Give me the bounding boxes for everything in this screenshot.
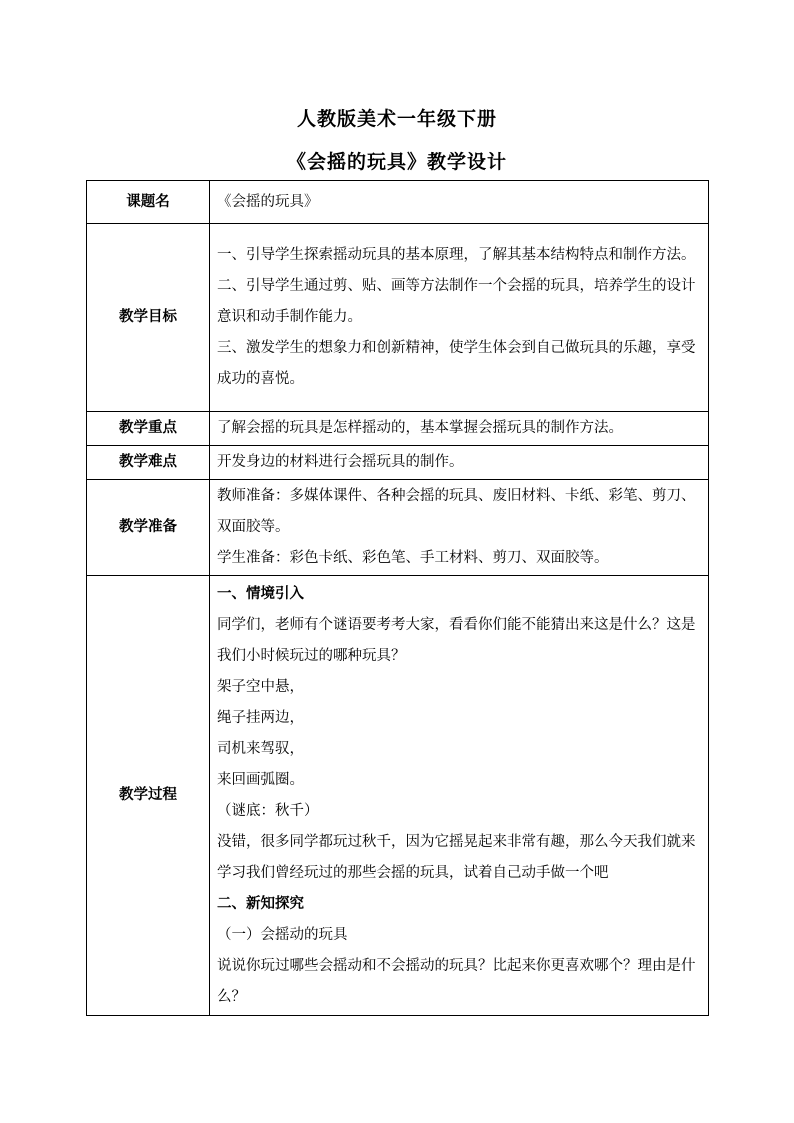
- topic-label: 课题名: [87, 181, 210, 224]
- section-1-heading: 一、情境引入: [217, 585, 304, 602]
- student-preparation: 学生准备：彩色卡纸、彩色笔、手工材料、剪刀、双面胶等。: [217, 550, 609, 566]
- process-content: [210, 576, 709, 1016]
- riddle-line-3: 司机来驾驭，: [217, 740, 304, 757]
- goal-item-1: 一、引导学生探索摇动玩具的基本原理，了解其基本结构特点和制作方法。: [217, 247, 696, 263]
- table-row-difficulties: [87, 446, 709, 480]
- lesson-plan-table: [86, 180, 709, 1016]
- goal-item-3: 三、激发学生的想象力和创新精神，使学生体会到自己做玩具的乐趣，享受成功的喜悦。: [217, 340, 696, 387]
- table-row-preparation: [87, 480, 709, 576]
- goal-item-2: 二、引导学生通过剪、贴、画等方法制作一个会摇的玩具，培养学生的设计意识和动手制作能力。: [217, 278, 696, 325]
- key-points-value: 了解会摇的玩具是怎样摇动的，基本掌握会摇玩具的制作方法。: [210, 412, 709, 446]
- difficulties-label: 教学难点: [87, 446, 210, 480]
- lesson-title: 《会摇的玩具》教学设计: [286, 151, 507, 173]
- subsection-1-heading: （一）会摇动的玩具: [217, 926, 348, 943]
- intro-paragraph: 同学们，老师有个谜语要考考大家，看看你们能不能猜出来这是什么？这是我们小时候玩过的哪种玩具？: [217, 616, 696, 664]
- key-points-label: 教学重点: [87, 412, 210, 446]
- preparation-label: 教学准备: [87, 480, 210, 576]
- teacher-preparation: 教师准备：多媒体课件、各种会摇的玩具、废旧材料、卡纸、彩笔、剪刀、双面胶等。: [217, 488, 696, 535]
- table-row-goals: [87, 224, 709, 412]
- table-row-topic: [87, 181, 709, 224]
- goals-label: 教学目标: [87, 224, 210, 412]
- discussion-question: 说说你玩过哪些会摇动和不会摇动的玩具？比起来你更喜欢哪个？理由是什么？: [217, 957, 696, 1005]
- process-label: 教学过程: [87, 576, 210, 1016]
- table-row-process: [87, 576, 709, 1016]
- difficulties-value: 开发身边的材料进行会摇玩具的制作。: [210, 446, 709, 480]
- table-row-key-points: [87, 412, 709, 446]
- riddle-line-4: 来回画弧圈。: [217, 771, 304, 788]
- riddle-line-1: 架子空中悬，: [217, 678, 304, 695]
- goals-content: [210, 224, 709, 412]
- section-2-heading: 二、新知探究: [217, 895, 304, 912]
- riddle-line-2: 绳子挂两边，: [217, 709, 304, 726]
- document-title: 人教版美术一年级下册: [296, 108, 497, 130]
- transition-paragraph: 没错，很多同学都玩过秋千，因为它摇晃起来非常有趣，那么今天我们就来学习我们曾经玩过的那些会摇的玩具，试着自己动手做一个吧: [217, 833, 696, 881]
- topic-value: 《会摇的玩具》: [210, 181, 709, 224]
- preparation-content: [210, 480, 709, 576]
- riddle-answer: （谜底：秋千）: [217, 802, 319, 819]
